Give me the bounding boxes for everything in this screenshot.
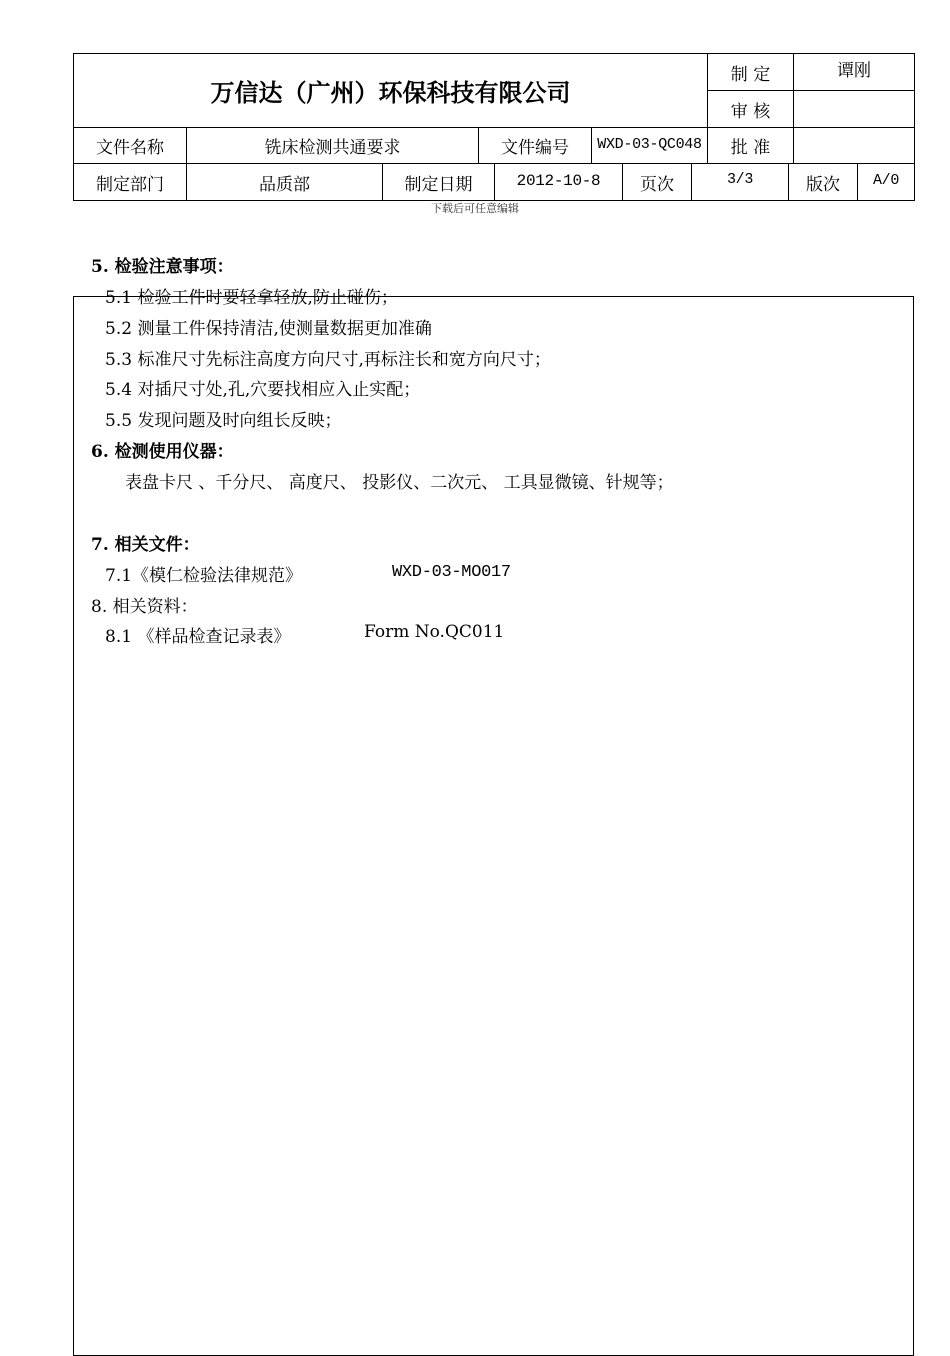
file-name-label: 文件名称 [96,138,164,158]
pizhun-value [794,128,914,163]
dept-label: 制定部门 [96,174,164,195]
version-value: A/0 [872,171,900,189]
file-no-label: 文件编号 [501,138,569,158]
item-5-1: 5.1 检验工件时要轻拿轻放,防止碰伤； [105,288,398,308]
item-5-5: 5.5 发现问题及时向组长反映； [105,411,342,431]
pizhun-label: 批 准 [730,138,771,158]
item-5-2: 5.2 测量工件保持清洁,使测量数据更加准确 [105,319,432,339]
item-8-1-name: 8.1 《样品检查记录表》 [105,627,291,647]
item-5-4: 5.4 对插尺寸处,孔,穴要找相应入止实配； [105,380,421,400]
item-7-1-name: 7.1《模仁检验法律规范》 [105,566,303,586]
section-6-title: 6. 检测使用仪器： [91,442,234,462]
instrument-list: 表盘卡尺 、千分尺、 高度尺、 投影仪、二次元、 工具显微镜、针规等； [125,473,674,493]
version-label: 版次 [806,174,840,195]
edit-note: 下载后可任意编辑 [431,202,519,215]
item-8-1-code: Form No.QC011 [364,622,505,642]
zhiding-label: 制 定 [730,64,771,85]
company-title: 万信达（广州）环保科技有限公司 [210,79,571,107]
file-name-value: 铣床检测共通要求 [264,138,401,158]
file-no-value: WXD-03-QC048 [597,136,702,153]
section-7-title: 7. 相关文件： [91,535,200,555]
page-label: 页次 [640,174,674,195]
zhiding-value: 谭刚 [837,60,871,81]
date-label: 制定日期 [404,174,473,195]
date-value: 2012-10-8 [516,172,601,190]
item-7-1-code: WXD-03-MO017 [392,563,511,582]
dept-value: 品质部 [259,174,310,195]
page-value: 3/3 [726,170,754,188]
section-8-title: 8. 相关资料： [91,597,198,617]
shenhe-value [794,91,914,127]
section-5-title: 5. 检验注意事项： [91,257,234,277]
shenhe-label: 审 核 [730,101,771,122]
item-5-3: 5.3 标准尺寸先标注高度方向尺寸,再标注长和宽方向尺寸； [105,350,551,370]
